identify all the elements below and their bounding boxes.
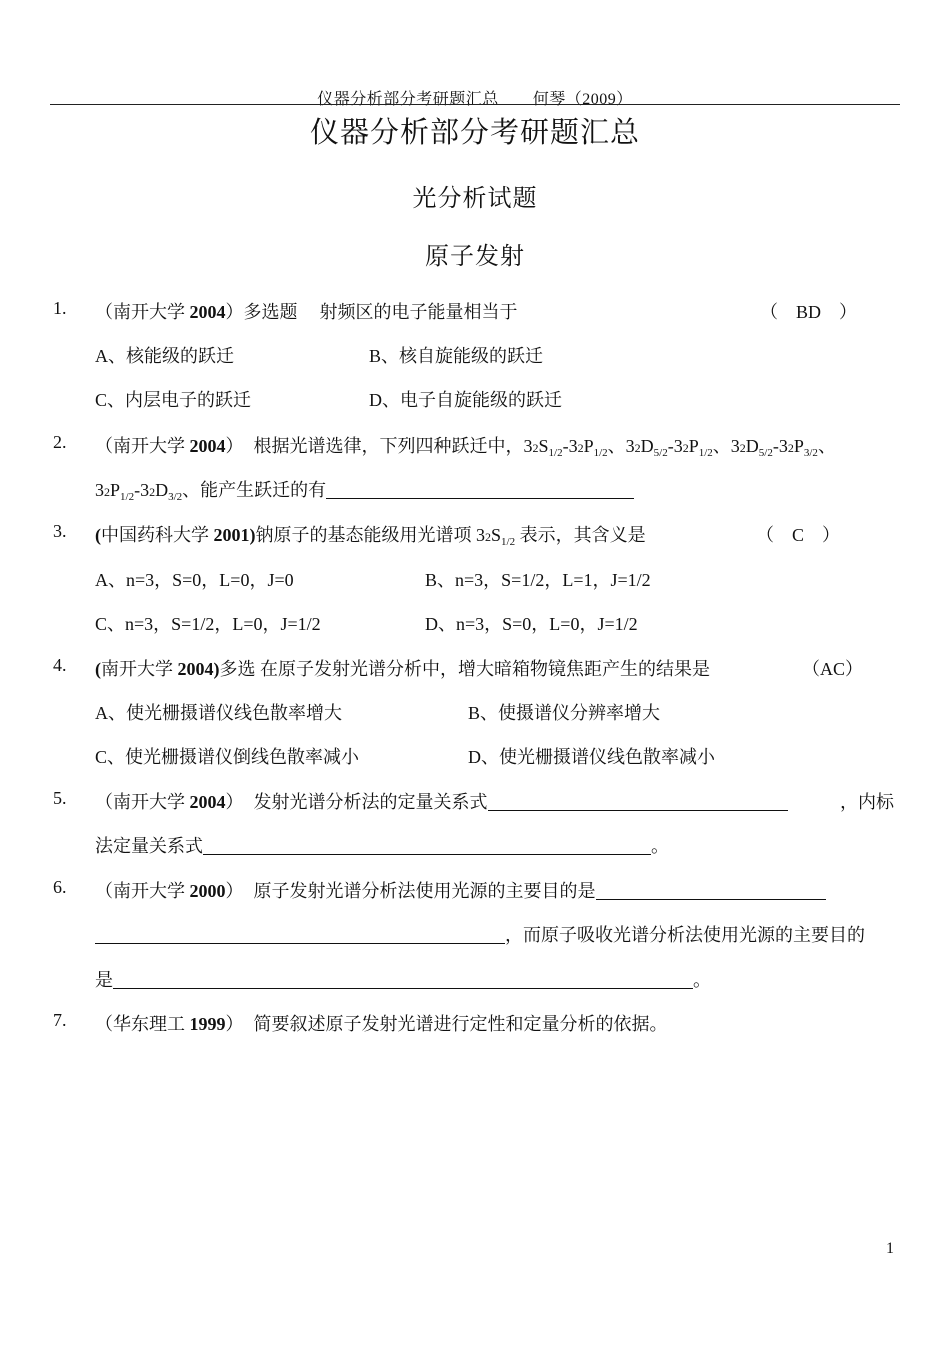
header-author: 何琴（2009） (532, 91, 633, 108)
q3-term-part: 2 (485, 530, 491, 544)
q1-source (95, 302, 298, 322)
q1-option-d: D、电子自旋能级的跃迁 (369, 390, 562, 410)
q1-answer: （ BD ） (760, 302, 858, 322)
q2-term-part: 3 (95, 480, 104, 500)
q3-term-part: S (491, 525, 502, 545)
q3-source-open: ( (95, 525, 101, 545)
q2-term-part: 2 (577, 441, 584, 455)
q2-term-part: 2 (149, 485, 156, 499)
q5-source-org: （南开大学 (95, 792, 190, 812)
q2-stem (95, 432, 836, 458)
q2-term-part: -3 (134, 480, 150, 500)
subsection-heading: 原子发射 (425, 244, 525, 270)
q2-source-org: （南开大学 (95, 436, 190, 456)
q3-term (476, 525, 516, 548)
q2-term-part: 1/2 (698, 447, 713, 459)
q1-option-c: C、内层电子的跃迁 (95, 390, 252, 410)
q1-stem (95, 298, 518, 324)
q6-line3 (95, 966, 711, 992)
q5-source-close: ） (225, 792, 244, 812)
q2-term-part: 、3 (712, 436, 740, 456)
q2-term-part: 5/2 (653, 447, 668, 459)
q2-tail: 、能产生跃迁的有 (182, 480, 327, 500)
q4-answer: （AC） (802, 659, 864, 679)
header-title: 仪器分析部分考研题汇总 (317, 91, 499, 108)
q2-term-part: 3 (523, 436, 533, 456)
q5-source (95, 792, 244, 812)
q2-term-part: 2 (532, 441, 539, 455)
document-title: 仪器分析部分考研题汇总 (309, 117, 640, 149)
q2-term-part: 2 (104, 485, 110, 499)
q3-option-a: A、n=3，S=0，L=0，J=0 (95, 570, 294, 590)
q4-option-d: D、使光栅摄谱仪线色散率减小 (468, 747, 715, 767)
q5-line2-text: 法定量关系式 (95, 836, 203, 856)
q2-source-close: ） (225, 436, 244, 456)
q7-source-org: （华东理工 (95, 1014, 190, 1034)
q4-source-year: 2004) (177, 659, 220, 679)
q2-term-part: -3 (772, 436, 788, 456)
q2-term-part: P (688, 436, 699, 456)
q2-source-year: 2004 (189, 436, 226, 456)
q4-number: 4. (53, 655, 67, 675)
q6-source-year: 2000 (189, 881, 226, 901)
q2-term-part: 2 (787, 441, 794, 455)
q6-source (95, 881, 244, 901)
q6-answer-blank-2[interactable] (95, 925, 505, 944)
q6-answer-blank-3[interactable] (113, 970, 693, 989)
q3-term-part: 3 (476, 525, 485, 545)
q1-source-year: 2004 (189, 302, 226, 322)
q7-source-year: 1999 (189, 1014, 226, 1034)
q2-term-part: D (745, 436, 759, 456)
q4-stem (95, 655, 710, 681)
running-header (0, 86, 950, 109)
section-heading: 光分析试题 (412, 186, 538, 212)
q2-term-part: 、3 (607, 436, 635, 456)
q3-option-d: D、n=3，S=0，L=0，J=1/2 (425, 614, 638, 634)
q2-term-part: P (110, 480, 121, 500)
page-number: 1 (886, 1240, 894, 1257)
q6-source-close: ） (225, 881, 244, 901)
q2-term-part: D (640, 436, 654, 456)
q4-text: 多选 在原子发射光谱分析中，增大暗箱物镜焦距产生的结果是 (219, 659, 710, 679)
q1-source-type: ）多选题 (225, 302, 298, 322)
q2-term-part: S (538, 436, 549, 456)
q7-stem (95, 1010, 668, 1036)
q2-term-list-2 (95, 480, 183, 503)
q5-number: 5. (53, 788, 67, 808)
q6-end: 。 (693, 970, 711, 990)
q6-text: 原子发射光谱分析法使用光源的主要目的是 (253, 881, 596, 901)
q3-source-org: 中国药科大学 (101, 525, 214, 545)
q3-term-part: 1/2 (501, 536, 516, 548)
q2-term-part: 1/2 (548, 447, 563, 459)
q3-option-b: B、n=3，S=1/2，L=1，J=1/2 (425, 570, 651, 590)
q1-option-a: A、核能级的跃迁 (95, 346, 234, 366)
q5-mid: ，内标 (840, 792, 894, 812)
q1-number: 1. (53, 298, 67, 318)
q2-source (95, 436, 244, 456)
q2-term-part: P (583, 436, 594, 456)
q6-answer-blank-1[interactable] (596, 881, 826, 900)
q2-term-part: 1/2 (120, 491, 135, 503)
q2-term-part: 2 (739, 441, 746, 455)
q1-text: 射频区的电子能量相当于 (319, 302, 518, 322)
q2-stem-line2 (95, 476, 634, 502)
q2-term-part: 1/2 (593, 447, 608, 459)
q1-option-b: B、核自旋能级的跃迁 (369, 346, 544, 366)
q5-answer-blank-2[interactable] (203, 836, 651, 855)
q3-stem (95, 521, 646, 547)
q2-term-part: 2 (682, 441, 689, 455)
q7-source (95, 1014, 244, 1034)
q5-line2 (95, 832, 669, 858)
q3-text-2: 表示，其含义是 (515, 525, 646, 545)
q6-stem (95, 877, 826, 903)
q6-source-org: （南开大学 (95, 881, 190, 901)
q5-stem (95, 788, 788, 814)
q3-source-year: 2001) (213, 525, 256, 545)
q3-option-c: C、n=3，S=1/2，L=0，J=1/2 (95, 614, 321, 634)
q6-line2 (95, 921, 865, 947)
q2-term-part: D (155, 480, 169, 500)
q6-line3-text: 是 (95, 970, 113, 990)
q4-source-open: ( (95, 659, 101, 679)
header-rule (50, 104, 900, 105)
q5-end: 。 (651, 836, 669, 856)
q2-term-part: -3 (562, 436, 578, 456)
q2-term-part: 、 (817, 436, 836, 456)
q5-text: 发射光谱分析法的定量关系式 (253, 792, 488, 812)
q2-term-list (523, 436, 836, 459)
q5-answer-blank-1[interactable] (488, 792, 788, 811)
q2-term-part: P (793, 436, 804, 456)
q4-option-a: A、使光栅摄谱仪线色散率增大 (95, 703, 342, 723)
q1-source-org: （南开大学 (95, 302, 190, 322)
q4-option-c: C、使光栅摄谱仪倒线色散率减小 (95, 747, 360, 767)
q7-source-close: ） (225, 1014, 244, 1034)
q3-answer: （ C ） (756, 525, 841, 545)
q2-text: 根据光谱选律，下列四种跃迁中， (253, 436, 524, 456)
q3-number: 3. (53, 521, 67, 541)
q6-number: 6. (53, 877, 67, 897)
q2-term-part: 3/2 (803, 447, 818, 459)
q5-source-year: 2004 (189, 792, 226, 812)
q2-number: 2. (53, 432, 67, 452)
q2-term-part: 2 (634, 441, 641, 455)
q3-text: 钠原子的基态能级用光谱项 (255, 525, 476, 545)
q4-option-b: B、使摄谱仪分辨率增大 (468, 703, 661, 723)
q2-answer-blank[interactable] (326, 480, 634, 499)
q2-term-part: 3/2 (168, 491, 183, 503)
q3-source (95, 525, 256, 545)
q7-number: 7. (53, 1010, 67, 1030)
q2-term-part: 5/2 (758, 447, 773, 459)
q4-source-org: 南开大学 (101, 659, 178, 679)
q6-line2-text: ，而原子吸收光谱分析法使用光源的主要目的 (505, 925, 865, 945)
q7-text: 简要叙述原子发射光谱进行定性和定量分析的依据。 (253, 1014, 668, 1034)
q2-term-part: -3 (667, 436, 683, 456)
q4-source (95, 659, 220, 679)
